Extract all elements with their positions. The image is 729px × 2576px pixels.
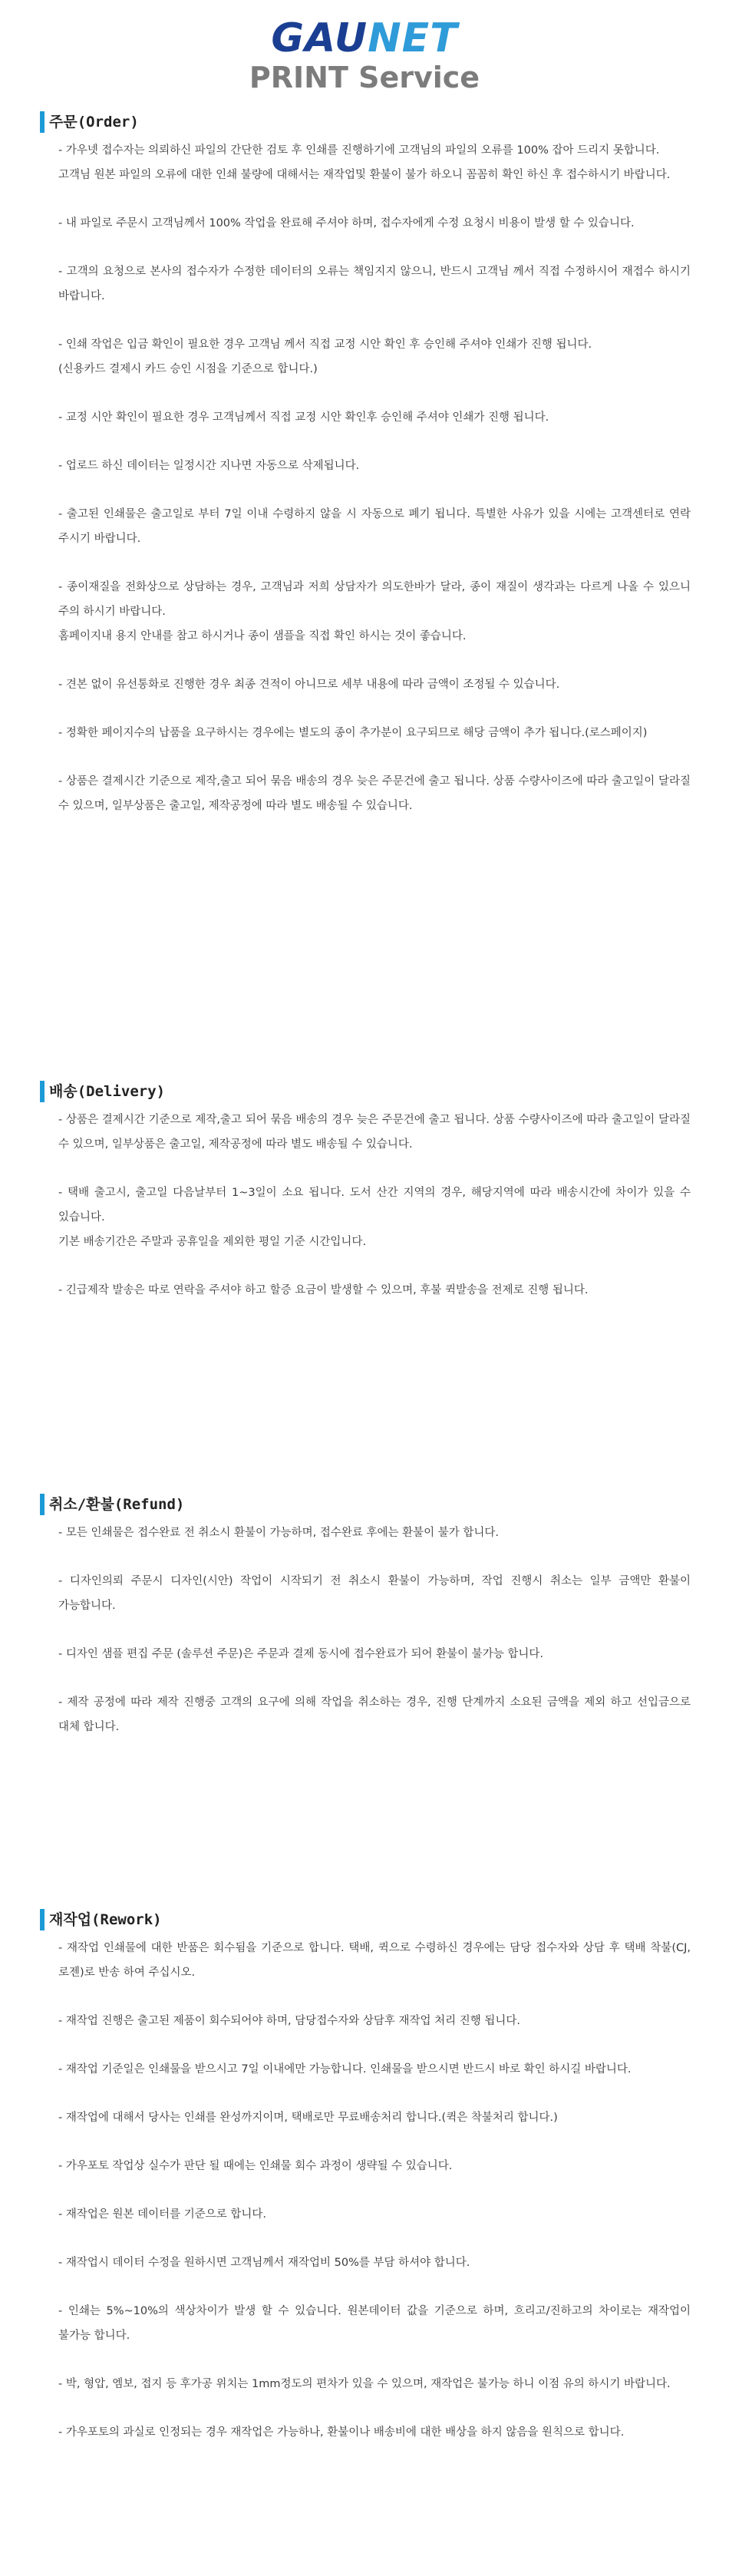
- order-paragraph: - 고객의 요청으로 본사의 접수자가 수정한 데이터의 오류는 책임지지 않으니, 반드시 고객님 께서 직접 수정하시어 재접수 하시기 바랍니다.: [58, 266, 691, 302]
- section-body-rework: [40, 1936, 691, 2445]
- section-header: [40, 1907, 691, 1934]
- section-body-delivery: [40, 1108, 691, 1303]
- section-body-refund: [40, 1521, 691, 1739]
- delivery-paragraph: - 상품은 결제시간 기준으로 제작,출고 되어 묶음 배송의 경우 늦은 주문건에 출고 됩니다. 상품 수량사이즈에 따라 출고일이 달라질 수 있으며, 일부상품은 출고일, 제작공정에 따라 별도 배송될 수 있습니다.: [58, 1114, 691, 1151]
- order-paragraph: - 가우넷 접수자는 의뢰하신 파일의 간단한 검토 후 인쇄를 진행하기에 고객님의 파일의 오류를 100% 잡아 드리지 못합니다. 고객님 원본 파일의 오류에 대한 인쇄 불량에 대해서는 재작업및 환불이 불가 하오니 꼼꼼히 확인 하신 후 접수하시기 바랍니다.: [58, 144, 671, 181]
- rework-paragraph: - 재작업은 원본 데이터를 기준으로 합니다.: [58, 2208, 267, 2221]
- refund-paragraph: - 모든 인쇄물은 접수완료 전 취소시 환불이 가능하며, 접수완료 후에는 환불이 불가 합니다.: [58, 1527, 500, 1539]
- order-paragraph: - 업로드 하신 데이터는 일정시간 지나면 자동으로 삭제됩니다.: [58, 460, 360, 472]
- order-paragraph: - 교정 시안 확인이 필요한 경우 고객님께서 직접 교정 시안 확인후 승인해 주셔야 인쇄가 진행 됩니다.: [58, 411, 549, 424]
- refund-paragraph: - 제작 공정에 따라 제작 진행중 고객의 요구에 의해 작업을 취소하는 경우, 진행 단계까지 소요된 금액을 제외 하고 선입금으로 대체 합니다.: [58, 1696, 691, 1733]
- order-paragraph: - 종이재질을 전화상으로 상담하는 경우, 고객님과 저희 상담자가 의도한바가 달라, 종이 재질이 생각과는 다르게 나올 수 있으니 주의 하시기 바랍니다. 홈페이지내 용지 안내를 참고 하시거나 종이 샘플을 직접 확인 하시는 것이 좋습니다.: [58, 581, 691, 642]
- section-title-rework: 재작업(Rework): [49, 1911, 162, 1928]
- section-rework: [40, 1907, 691, 2445]
- section-order: [40, 110, 691, 842]
- rework-paragraph: - 재작업 인쇄물에 대한 반품은 회수됨을 기준으로 합니다. 택배, 퀵으로 수령하신 경우에는 담당 접수자와 상담 후 택배 착불(CJ,로젠)로 반송 하여 주십시오.: [58, 1942, 691, 1979]
- delivery-paragraph: - 택배 출고시, 출고일 다음날부터 1~3일이 소요 됩니다. 도서 산간 지역의 경우, 해당지역에 따라 배송시간에 차이가 있을 수 있습니다. 기본 배송기간은 주말과 공휴일을 제외한 평일 기준 시간입니다.: [58, 1187, 691, 1248]
- order-paragraph: - 출고된 인쇄물은 출고일로 부터 7일 이내 수령하지 않을 시 자동으로 폐기 됩니다. 특별한 사유가 있을 시에는 고객센터로 연락 주시기 바랍니다.: [58, 508, 691, 545]
- refund-paragraph: - 디자인 샘플 편집 주문 (솔루션 주문)은 주문과 결제 동시에 접수완료가 되어 환불이 불가능 합니다.: [58, 1648, 543, 1660]
- rework-paragraph: - 가우포토의 과실로 인정되는 경우 재작업은 가능하나, 환불이나 배송비에 대한 배상을 하지 않음을 원칙으로 합니다.: [58, 2426, 625, 2439]
- section-title-refund: 취소/환불(Refund): [49, 1496, 185, 1513]
- rework-paragraph: - 재작업시 데이터 수정을 원하시면 고객님께서 재작업비 50%를 부담 하셔야 합니다.: [58, 2257, 470, 2269]
- order-paragraph: - 내 파일로 주문시 고객님께서 100% 작업을 완료해 주셔야 하며, 접수자에게 수정 요청시 비용이 발생 할 수 있습니다.: [58, 217, 635, 230]
- section-refund: [40, 1492, 691, 1763]
- section-accent-bar: [40, 1494, 45, 1515]
- rework-paragraph: - 재작업 진행은 출고된 제품이 회수되어야 하며, 담당접수자와 상담후 재작업 처리 진행 됩니다.: [58, 2015, 521, 2027]
- rework-paragraph: - 인쇄는 5%~10%의 색상차이가 발생 할 수 있습니다. 원본데이터 값을 기준으로 하며, 흐리고/진하고의 차이로는 재작업이 불가능 합니다.: [58, 2305, 691, 2342]
- order-paragraph: - 정확한 페이지수의 납품을 요구하시는 경우에는 별도의 종이 추가분이 요구되므로 해당 금액이 추가 됩니다.(로스페이지): [58, 727, 648, 739]
- section-body-order: [40, 138, 691, 818]
- rework-paragraph: - 재작업 기준일은 인쇄물을 받으시고 7일 이내에만 가능합니다. 인쇄물을 받으시면 반드시 바로 확인 하시길 바랍니다.: [58, 2063, 632, 2076]
- section-accent-bar: [40, 1909, 45, 1930]
- rework-paragraph: - 가우포토 작업상 실수가 판단 될 때에는 인쇄물 회수 과정이 생략될 수 있습니다.: [58, 2160, 453, 2172]
- order-paragraph: - 견본 없이 유선통화로 진행한 경우 최종 견적이 아니므로 세부 내용에 따라 금액이 조정될 수 있습니다.: [58, 679, 560, 691]
- delivery-paragraph: - 긴급제작 발송은 따로 연락을 주셔야 하고 할증 요금이 발생할 수 있으며, 후불 퀵발송을 전제로 진행 됩니다.: [58, 1284, 589, 1296]
- order-paragraph: - 상품은 결제시간 기준으로 제작,출고 되어 묶음 배송의 경우 늦은 주문건에 출고 됩니다. 상품 수량사이즈에 따라 출고일이 달라질 수 있으며, 일부상품은 출고일, 제작공정에 따라 별도 배송될 수 있습니다.: [58, 775, 691, 812]
- section-accent-bar: [40, 1081, 45, 1102]
- section-accent-bar: [40, 111, 45, 133]
- refund-paragraph: - 디자인의뢰 주문시 디자인(시안) 작업이 시작되기 전 취소시 환불이 가능하며, 작업 진행시 취소는 일부 금액만 환불이 가능합니다.: [58, 1575, 691, 1612]
- section-header: [40, 1492, 691, 1518]
- section-header: [40, 110, 691, 136]
- section-header: [40, 1079, 691, 1105]
- logo-wordmark: GAUNET: [271, 15, 458, 61]
- section-delivery: [40, 1079, 691, 1326]
- logo-subtitle: PRINT Service: [249, 61, 480, 94]
- section-title-order: 주문(Order): [49, 114, 139, 130]
- rework-paragraph: - 박, 형압, 엠보, 접지 등 후가공 위치는 1mm정도의 편차가 있을 수 있으며, 재작업은 불가능 하니 이점 유의 하시기 바랍니다.: [58, 2378, 671, 2390]
- brand-logo: [0, 17, 729, 94]
- order-paragraph: - 인쇄 작업은 입금 확인이 필요한 경우 고객님 께서 직접 교정 시안 확인 후 승인해 주셔야 인쇄가 진행 됩니다. (신용카드 결제시 카드 승인 시점을 기준으로 합니다.): [58, 339, 592, 375]
- section-title-delivery: 배송(Delivery): [49, 1083, 166, 1100]
- rework-paragraph: - 재작업에 대해서 당사는 인쇄를 완성까지이며, 택배로만 무료배송처리 합니다.(퀵은 착불처리 합니다.): [58, 2112, 558, 2124]
